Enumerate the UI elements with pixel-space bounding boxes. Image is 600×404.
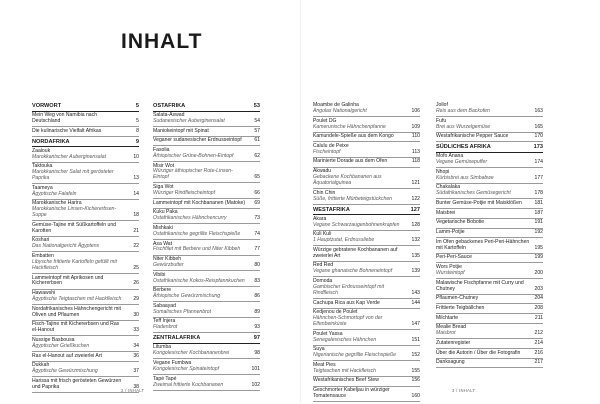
toc-section-heading[interactable] xyxy=(153,335,260,344)
entry-page-number: 110 xyxy=(411,133,420,140)
entry-title: Ras el-Hanout auf zweierlei Art xyxy=(32,352,102,359)
entry-subtitle: Libysche frittierte Kartoffeln gefüllt mit Hackfleisch xyxy=(32,258,117,271)
entry-subtitle: Gebackene Kochbananen aus Äquatorialguinea xyxy=(313,174,382,186)
entry-title: Sabaayad xyxy=(153,302,176,309)
entry-subtitle: 1 Hauptzutat, Erdnussliebe xyxy=(313,237,375,244)
entry-title: Malawische Fischpfanne mit Curry und Chutney xyxy=(436,279,524,292)
entry-subtitle: Kongolesischer Spinateintopf xyxy=(153,365,219,372)
entry-subtitle: Ägyptische Falafeln xyxy=(32,190,77,197)
toc-entry[interactable] xyxy=(436,154,543,168)
toc-entry[interactable] xyxy=(153,164,260,184)
entry-page-number: 192 xyxy=(534,229,543,236)
entry-page-number: 203 xyxy=(534,285,543,292)
toc-entry[interactable] xyxy=(32,149,139,163)
entry-title: Red Red xyxy=(313,262,334,269)
entry-page-number: 34 xyxy=(133,342,139,349)
toc-entry[interactable] xyxy=(436,230,543,238)
toc-entry[interactable] xyxy=(153,288,260,302)
section-page-number: 9 xyxy=(135,138,139,145)
entry-page-number: 8 xyxy=(136,127,139,134)
toc-entry[interactable] xyxy=(313,279,420,299)
entry-page-number: 93 xyxy=(254,324,260,331)
entry-page-number: 109 xyxy=(411,123,420,130)
entry-title: Kamundele-Spieße aus dem Kongo xyxy=(313,133,394,140)
entry-page-number: 152 xyxy=(411,352,420,359)
toc-entry[interactable] xyxy=(153,319,260,333)
toc-entry[interactable] xyxy=(32,238,139,252)
entry-page-number: 66 xyxy=(254,189,260,196)
entry-title: Kedjenou de Poulet xyxy=(313,309,358,316)
entry-title: Marokkanische Harira xyxy=(32,200,82,207)
entry-page-number: 37 xyxy=(133,368,139,375)
toc-entry[interactable] xyxy=(436,306,543,314)
entry-page-number: 191 xyxy=(534,219,543,226)
entry-subtitle: Senegalesisches Hähnchen xyxy=(313,336,377,343)
toc-entry[interactable] xyxy=(436,341,543,349)
entry-subtitle: Gewürzbutter xyxy=(153,262,184,269)
entry-page-number: 86 xyxy=(254,293,260,300)
entry-subtitle: Marokkanische Linsen-Kichererbsen-Suppe xyxy=(32,206,117,219)
section-title: NORDAFRIKA xyxy=(32,138,70,145)
toc-entry[interactable] xyxy=(436,351,543,359)
entry-subtitle: Ägyptischer Grießkuchen xyxy=(32,342,90,349)
toc-entry[interactable] xyxy=(436,265,543,279)
entry-title: Kuku Paka xyxy=(153,209,178,216)
entry-page-number: 80 xyxy=(254,262,260,269)
toc-entry[interactable] xyxy=(313,159,420,167)
entry-subtitle: Marokkanischer Auberginensalat xyxy=(32,153,106,160)
entry-title: Geschmorter Kabeljau in würziger Tomatensauce xyxy=(313,387,390,400)
entry-page-number: 74 xyxy=(254,230,260,237)
entry-title: Koshari xyxy=(32,237,50,244)
entry-title: Siga Wot xyxy=(153,184,174,191)
toc-entry[interactable] xyxy=(32,129,139,137)
toc-column-1 xyxy=(32,103,139,394)
toc-entry[interactable] xyxy=(32,113,139,127)
entry-page-number: 214 xyxy=(534,339,543,346)
entry-subtitle: Vegane Gemüsepuffer xyxy=(436,159,488,166)
toc-entry[interactable] xyxy=(32,338,139,352)
entry-title: Jollof xyxy=(436,102,448,108)
entry-title: Mishkaki xyxy=(153,224,173,231)
section-page-number: 97 xyxy=(253,335,260,342)
entry-subtitle: Würziger äthiopischer Rote-Linsen-Eintopf xyxy=(153,168,233,181)
entry-subtitle: Ägyptische Teigtaschen mit Hackfleisch xyxy=(32,296,122,303)
entry-page-number: 160 xyxy=(411,393,420,400)
toc-entry[interactable] xyxy=(32,276,139,290)
entry-page-number: 177 xyxy=(534,174,543,181)
section-title: OSTAFRIKA xyxy=(153,103,186,109)
entry-page-number: 135 xyxy=(411,252,420,259)
section-page-number: 5 xyxy=(135,103,139,109)
toc-entry[interactable] xyxy=(436,134,543,142)
entry-title: Maisbrei xyxy=(436,209,456,216)
entry-title: Litumba xyxy=(153,344,172,351)
entry-page-number: 181 xyxy=(534,200,543,207)
entry-page-number: 187 xyxy=(534,209,543,216)
entry-page-number: 118 xyxy=(411,158,420,165)
entry-title: Nordafrikanisches Hähnchengericht mit Oliven und Pflaumen xyxy=(32,305,121,318)
toc-entry[interactable] xyxy=(153,377,260,391)
toc-entry[interactable] xyxy=(32,307,139,321)
section-title: WESTAFRIKA xyxy=(313,206,350,213)
toc-entry[interactable] xyxy=(436,255,543,263)
toc-section-heading[interactable] xyxy=(32,103,139,112)
entry-page-number: 22 xyxy=(133,243,139,250)
entry-page-number: 216 xyxy=(534,349,543,356)
entry-title: Fisch-Tajine mit Kichererbsen und Ras el-Hanout xyxy=(32,321,120,334)
entry-title: Harissa mit frisch gerösteten Gewürzen und Paprika xyxy=(32,377,122,390)
entry-page-number: 174 xyxy=(534,159,543,166)
entry-page-number: 65 xyxy=(254,174,260,181)
toc-section-heading[interactable] xyxy=(153,103,260,112)
toc-entry[interactable] xyxy=(313,310,420,330)
entry-page-number: 217 xyxy=(534,359,543,366)
toc-entry[interactable] xyxy=(313,169,420,189)
entry-title: Akwadu xyxy=(313,168,332,175)
entry-page-number: 73 xyxy=(254,215,260,222)
toc-entry[interactable] xyxy=(153,185,260,199)
toc-entry[interactable] xyxy=(153,113,260,127)
entry-page-number: 13 xyxy=(133,175,139,182)
entry-page-number: 204 xyxy=(534,295,543,302)
entry-page-number: 143 xyxy=(411,289,420,296)
toc-entry[interactable] xyxy=(32,354,139,362)
entry-page-number: 199 xyxy=(534,254,543,261)
entry-subtitle: Wursteintopf xyxy=(436,269,465,276)
toc-section-heading[interactable] xyxy=(32,139,139,148)
entry-page-number: 163 xyxy=(534,107,543,114)
entry-subtitle: Gambischer Erdnusseintopf mit Rindfleisch xyxy=(313,283,385,296)
entry-page-number: 25 xyxy=(133,264,139,271)
entry-title: Nhopi xyxy=(436,168,450,175)
toc-entry[interactable] xyxy=(153,138,260,146)
toc-entry[interactable] xyxy=(436,185,543,199)
entry-page-number: 21 xyxy=(133,227,139,234)
entry-title: Tapé Tapé xyxy=(153,375,177,382)
toc-entry[interactable] xyxy=(436,325,543,339)
entry-subtitle: Sudanesischer Auberginensalat xyxy=(153,117,225,124)
entry-title: Berbere xyxy=(153,287,172,294)
entry-subtitle: Reis aus dem Backofen xyxy=(436,107,490,114)
toc-entry[interactable] xyxy=(436,103,543,117)
entry-title: Cachupa Rica aus Kap Verde xyxy=(313,299,380,306)
entry-page-number: 128 xyxy=(411,221,420,228)
section-page-number: 127 xyxy=(410,206,420,213)
entry-title: Bunter Gemüse-Potjie mit Maisklößen xyxy=(436,200,522,207)
entry-subtitle: Ostafrikanisches Hähnchencurry xyxy=(153,215,227,222)
toc-column-2 xyxy=(153,103,260,392)
entry-title: Meat Pies xyxy=(313,361,336,368)
toc-entry[interactable] xyxy=(153,257,260,271)
entry-subtitle: Maisbrot xyxy=(436,330,456,337)
entry-subtitle: Äthiopische Gewürzmischung xyxy=(153,293,221,300)
toc-entry[interactable] xyxy=(313,144,420,158)
entry-title: Fufu xyxy=(436,117,447,124)
entry-page-number: 89 xyxy=(254,308,260,315)
page-title: INHALT xyxy=(121,30,203,53)
toc-entry[interactable] xyxy=(153,129,260,137)
entry-page-number: 36 xyxy=(133,352,139,359)
entry-title: Hawawshi xyxy=(32,290,56,297)
entry-title: Asa Wat xyxy=(153,240,173,247)
entry-title: Taameya xyxy=(32,184,53,191)
entry-page-number: 139 xyxy=(411,268,420,275)
entry-subtitle: Teigtaschen mit Hackfleisch xyxy=(313,367,376,374)
entry-page-number: 106 xyxy=(411,107,420,114)
section-title: ZENTRALAFRIKA xyxy=(153,335,201,342)
toc-entry[interactable] xyxy=(313,332,420,346)
entry-title: Lammeintopf mit Aprikosen und Kichererbsen xyxy=(32,274,104,287)
toc-entry[interactable] xyxy=(436,240,543,254)
entry-page-number: 10 xyxy=(133,153,139,160)
entry-subtitle: Kongolesischer Kochbananenbrei xyxy=(153,350,230,357)
entry-subtitle: Südafrikanisches Gemüsegericht xyxy=(436,190,511,197)
entry-title: Teff Injera xyxy=(153,318,176,325)
entry-title: Fasolia xyxy=(153,146,170,153)
entry-page-number: 132 xyxy=(411,237,420,244)
section-page-number: 173 xyxy=(533,144,543,151)
entry-title: Salata-Aswad xyxy=(153,111,185,118)
toc-entry[interactable] xyxy=(153,226,260,240)
entry-title: Im Ofen gebackenes Peri-Peri-Hähnchen mit Kartoffeln xyxy=(436,238,530,251)
entry-title: Danksagung xyxy=(436,359,465,366)
toc-column-3 xyxy=(313,103,420,404)
entry-page-number: 26 xyxy=(133,280,139,287)
toc-column-4 xyxy=(436,103,543,370)
entry-title: Pflaumen-Chutney xyxy=(436,295,479,302)
entry-subtitle: Fladenbrot xyxy=(153,324,178,331)
entry-subtitle: Vegane Schwarzaugenbohnenkrapfen xyxy=(313,221,400,228)
entry-page-number: 5 xyxy=(136,117,139,124)
entry-title: Domoda xyxy=(313,278,333,285)
toc-entry[interactable] xyxy=(32,322,139,336)
entry-title: Lamm-Potjie xyxy=(436,229,465,236)
toc-entry[interactable] xyxy=(313,119,420,133)
entry-title: Vegane Fumbwa xyxy=(153,360,192,367)
toc-section-heading[interactable] xyxy=(313,207,420,216)
toc-entry[interactable] xyxy=(32,164,139,184)
entry-page-number: 170 xyxy=(534,133,543,140)
toc-entry[interactable] xyxy=(313,248,420,262)
entry-page-number: 151 xyxy=(411,336,420,343)
entry-title: Westafrikanisches Beef Stew xyxy=(313,377,379,384)
entry-title: Chin Chin xyxy=(313,189,336,196)
entry-title: Vibibi xyxy=(153,271,166,278)
toc-entry[interactable] xyxy=(153,148,260,162)
toc-entry[interactable] xyxy=(153,361,260,375)
toc-entry[interactable] xyxy=(153,210,260,224)
entry-title: Würzige gebratene Kochbananen auf zweierlei Art xyxy=(313,246,398,259)
entry-page-number: 98 xyxy=(254,350,260,357)
entry-title: Zutatenregister xyxy=(436,339,471,346)
entry-page-number: 29 xyxy=(133,296,139,303)
entry-page-number: 156 xyxy=(411,377,420,384)
entry-page-number: 61 xyxy=(254,137,260,144)
toc-entry[interactable] xyxy=(313,191,420,205)
page-gutter xyxy=(300,0,301,403)
entry-page-number: 211 xyxy=(534,314,543,321)
toc-entry[interactable] xyxy=(153,242,260,256)
toc-entry[interactable] xyxy=(153,201,260,209)
toc-entry[interactable] xyxy=(436,220,543,228)
entry-subtitle: Fischfilet mit Berbere und Niter Kibbeh xyxy=(153,246,241,253)
entry-title: Kuli Kuli xyxy=(313,231,332,238)
toc-entry[interactable] xyxy=(153,273,260,287)
entry-page-number: 38 xyxy=(133,383,139,390)
entry-page-number: 212 xyxy=(534,330,543,337)
toc-entry[interactable] xyxy=(32,201,139,221)
entry-page-number: 144 xyxy=(411,299,420,306)
entry-title: Wors Potjie xyxy=(436,264,462,271)
entry-title: Calulu de Peixe xyxy=(313,142,349,149)
entry-title: Taktouka xyxy=(32,163,53,170)
entry-title: Misir Wot xyxy=(153,162,175,169)
entry-page-number: 83 xyxy=(254,277,260,284)
entry-title: Peri-Peri-Sauce xyxy=(436,254,472,261)
entry-page-number: 122 xyxy=(411,195,420,202)
toc-entry[interactable] xyxy=(436,281,543,295)
entry-subtitle: Brei aus Wurzelgemüse xyxy=(436,123,491,130)
entry-title: Gemüse-Tajine mit Süßkartoffeln und Karotten xyxy=(32,221,116,234)
entry-subtitle: Kürbisbrei aus Simbabwe xyxy=(436,174,494,181)
entry-page-number: 208 xyxy=(534,304,543,311)
entry-page-number: 121 xyxy=(411,179,420,186)
toc-entry[interactable] xyxy=(313,347,420,361)
entry-page-number: 113 xyxy=(411,148,420,155)
entry-page-number: 14 xyxy=(133,190,139,197)
footer-left-page-number: 2 / INHALT xyxy=(121,388,145,393)
entry-title: Niter Kibbeh xyxy=(153,256,182,263)
entry-title: Die kulinarische Vielfalt Afrikas xyxy=(32,127,102,134)
entry-subtitle: Kamerunische Hähnchenpfanne xyxy=(313,123,386,130)
entry-subtitle: Süße, frittierte Mürbeteigstückchen xyxy=(313,195,392,202)
entry-title: Mealie Bread xyxy=(436,324,467,331)
entry-title: Poulet DG xyxy=(313,117,337,124)
entry-subtitle: Somalisches Pfannenbrot xyxy=(153,308,212,315)
entry-subtitle: Ägyptische Gewürzmischung xyxy=(32,368,98,375)
entry-subtitle: Würziger Rindfleischeintopf xyxy=(153,189,216,196)
toc-entry[interactable] xyxy=(313,263,420,277)
toc-entry[interactable] xyxy=(436,201,543,209)
toc-entry[interactable] xyxy=(436,296,543,304)
toc-entry[interactable] xyxy=(32,291,139,305)
toc-entry[interactable] xyxy=(436,360,543,368)
entry-page-number: 200 xyxy=(534,269,543,276)
toc-entry[interactable] xyxy=(313,217,420,231)
toc-entry[interactable] xyxy=(436,119,543,133)
entry-page-number: 57 xyxy=(254,127,260,134)
entry-subtitle: Hähnchen-Schmortopf von der Elfenbeinküste xyxy=(313,315,383,328)
entry-title: Maniokeintopf mit Spinat xyxy=(153,127,209,134)
entry-title: Chakalaka xyxy=(436,184,461,191)
entry-title: Zaalouk xyxy=(32,147,51,154)
toc-entry[interactable] xyxy=(32,363,139,377)
entry-title: Marinierte Dorade aus dem Ofen xyxy=(313,158,388,165)
entry-page-number: 69 xyxy=(254,199,260,206)
entry-title: Lammeintopf mit Kochbananen (Matoke) xyxy=(153,199,246,206)
entry-subtitle: Ostafrikanische Kokos-Reispfannkuchen xyxy=(153,277,245,284)
entry-page-number: 147 xyxy=(411,321,420,328)
entry-page-number: 165 xyxy=(534,123,543,130)
entry-subtitle: Angolas Nationalgericht xyxy=(313,107,367,114)
entry-subtitle: Vegane ghanaische Bohneneintopf xyxy=(313,268,393,275)
entry-page-number: 195 xyxy=(534,244,543,251)
toc-entry[interactable] xyxy=(436,211,543,219)
entry-title: Suya xyxy=(313,346,325,353)
entry-page-number: 178 xyxy=(534,190,543,197)
entry-title: Frittierte Teigbällchen xyxy=(436,304,485,311)
footer-right-page-number: 3 / INHALT xyxy=(452,388,476,393)
entry-page-number: 77 xyxy=(254,246,260,253)
entry-page-number: 62 xyxy=(254,152,260,159)
entry-title: Moambe de Galinha xyxy=(313,102,359,108)
entry-page-number: 18 xyxy=(133,212,139,219)
toc-entry[interactable] xyxy=(436,316,543,324)
entry-title: Milchtarte xyxy=(436,314,459,321)
toc-entry[interactable] xyxy=(313,301,420,309)
entry-title: Akara xyxy=(313,215,327,222)
entry-page-number: 155 xyxy=(411,367,420,374)
toc-entry[interactable] xyxy=(32,223,139,237)
entry-subtitle: Äthiopischer Grüne-Bohnen-Eintopf xyxy=(153,152,234,159)
entry-subtitle: Ostafrikanische gegrillte Fleischspieße xyxy=(153,230,241,237)
toc-entry[interactable] xyxy=(153,345,260,359)
entry-subtitle: Marokkanischer Salat mit gerösteter Paprika xyxy=(32,169,114,182)
entry-title: Veganer sudanesischer Erdnusseintopf xyxy=(153,137,242,144)
toc-entry[interactable] xyxy=(313,378,420,386)
entry-page-number: 54 xyxy=(254,117,260,124)
section-title: SÜDLICHES AFRIKA xyxy=(436,144,491,151)
entry-title: Poulet Yassa xyxy=(313,330,343,337)
entry-page-number: 30 xyxy=(133,311,139,318)
toc-entry[interactable] xyxy=(32,254,139,274)
toc-entry[interactable] xyxy=(313,363,420,377)
entry-page-number: 102 xyxy=(251,381,260,388)
entry-title: Mofo Anana xyxy=(436,153,464,160)
entry-title: Embatten xyxy=(32,253,54,260)
toc-entry[interactable] xyxy=(313,134,420,142)
entry-title: Westafrikanische Pepper Sauce xyxy=(436,133,509,140)
entry-subtitle: Nigerianische gegrillte Fleischspieße xyxy=(313,352,396,359)
entry-title: Über die Autorin / Über die Fotografin xyxy=(436,349,521,356)
entry-title: Mein Weg von Namibia nach Deutschland xyxy=(32,111,98,124)
toc-entry[interactable] xyxy=(153,304,260,318)
entry-subtitle: Zweimal frittierte Kochbananen xyxy=(153,381,224,388)
entry-page-number: 101 xyxy=(251,365,260,372)
entry-title: Nussige Basbousa xyxy=(32,336,75,343)
toc-entry[interactable] xyxy=(313,103,420,117)
toc-entry[interactable] xyxy=(436,170,543,184)
entry-page-number: 33 xyxy=(133,327,139,334)
toc-entry[interactable] xyxy=(313,388,420,402)
entry-title: Dukkah xyxy=(32,362,50,369)
entry-subtitle: Das Nationalgericht Ägyptens xyxy=(32,243,100,250)
toc-entry[interactable] xyxy=(32,186,139,200)
section-title: VORWORT xyxy=(32,103,62,109)
entry-title: Vegetarische Bobotie xyxy=(436,219,485,226)
toc-entry[interactable] xyxy=(313,232,420,246)
section-page-number: 53 xyxy=(253,103,260,109)
toc-section-heading[interactable] xyxy=(436,144,543,153)
entry-subtitle: Fischeintopf xyxy=(313,148,341,155)
